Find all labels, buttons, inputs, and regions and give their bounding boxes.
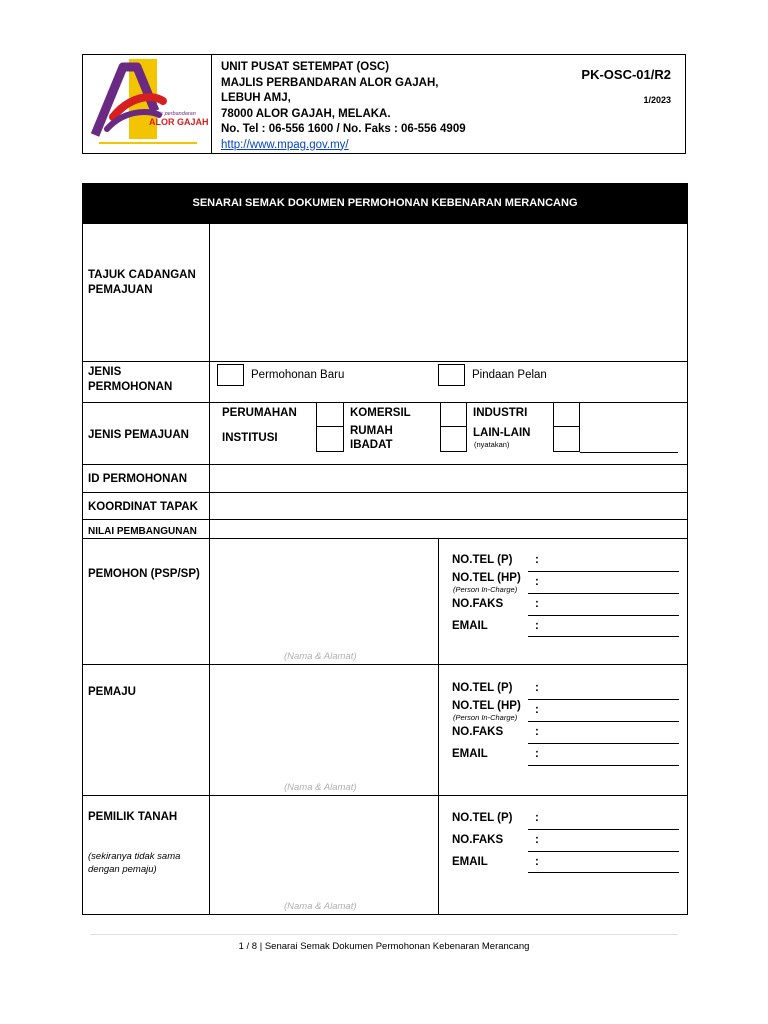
institusi-label: INSTITUSI	[222, 432, 278, 444]
pemilik-email-label: EMAIL	[452, 856, 488, 868]
permohonan-baru-label: Permohonan Baru	[251, 369, 345, 381]
pemohon-tel-p-label: NO.TEL (P)	[452, 554, 513, 566]
pemohon-email-input[interactable]	[528, 636, 679, 637]
logo-name: ALOR GAJAH	[149, 117, 209, 127]
document-header	[82, 54, 686, 154]
pemilik-tel-p-input[interactable]	[528, 829, 679, 830]
office-city: 78000 ALOR GAJAH, MELAKA.	[221, 107, 391, 120]
institusi-checkbox[interactable]	[316, 426, 344, 452]
logo-small-text: majlis perbandaran	[149, 111, 196, 117]
office-unit: UNIT PUSAT SETEMPAT (OSC)	[221, 61, 390, 73]
pemaju-faks-colon: :	[535, 726, 539, 738]
komersil-checkbox[interactable]	[440, 402, 467, 427]
id-permohonan-input[interactable]	[209, 464, 688, 493]
komersil-label: KOMERSIL	[350, 407, 411, 419]
pemohon-faks-label: NO.FAKS	[452, 598, 504, 610]
pemilik-name-address-input[interactable]	[209, 795, 439, 915]
perumahan-checkbox[interactable]	[316, 402, 344, 427]
pemilik-email-colon: :	[535, 856, 539, 868]
jenis-pemajuan-label: JENIS PEMAJUAN	[88, 429, 189, 441]
mpag-logo	[89, 59, 207, 149]
pemohon-faks-colon: :	[535, 598, 539, 610]
document-code: PK-OSC-01/R2	[581, 67, 671, 82]
office-address	[221, 60, 466, 153]
tajuk-input[interactable]	[209, 223, 688, 362]
pemaju-tel-hp-colon: :	[535, 704, 539, 716]
pemohon-nama-alamat-hint: (Nama & Alamat)	[284, 651, 357, 662]
pindaan-pelan-checkbox[interactable]	[438, 364, 465, 386]
pemohon-email-colon: :	[535, 620, 539, 632]
pemohon-tel-p-colon: :	[535, 554, 539, 566]
pemaju-tel-hp-input[interactable]	[528, 721, 679, 722]
pemaju-email-input[interactable]	[528, 765, 679, 766]
pemaju-tel-p-colon: :	[535, 682, 539, 694]
pemaju-nama-alamat-hint: (Nama & Alamat)	[284, 782, 357, 793]
permohonan-baru-checkbox[interactable]	[217, 364, 244, 386]
perumahan-label: PERUMAHAN	[222, 407, 297, 419]
page-footer: 1 / 8 | Senarai Semak Dokumen Permohonan Kebenaran Merancang	[238, 941, 530, 952]
lain-lain-checkbox[interactable]	[553, 426, 580, 452]
office-phone-fax: No. Tel : 06-556 1600 / No. Faks : 06-556 4909	[221, 123, 466, 135]
document-revision: 1/2023	[643, 95, 671, 105]
rumah-ibadat-checkbox[interactable]	[440, 426, 467, 452]
pemaju-faks-input[interactable]	[528, 743, 679, 744]
pemilik-tel-p-colon: :	[535, 812, 539, 824]
lain-lain-input-line[interactable]	[580, 452, 678, 453]
koordinat-label: KOORDINAT TAPAK	[88, 501, 198, 513]
pemohon-name-address-input[interactable]	[209, 538, 439, 665]
pemilik-faks-label: NO.FAKS	[452, 834, 504, 846]
pemohon-pic-note: (Person In-Charge)	[453, 585, 518, 594]
pemaju-name-address-input[interactable]	[209, 664, 439, 796]
jenis-permohonan-label: JENIS PERMOHONAN	[88, 366, 173, 393]
pindaan-pelan-label: Pindaan Pelan	[472, 369, 547, 381]
pemilik-email-input[interactable]	[528, 872, 679, 873]
pemaju-label: PEMAJU	[88, 686, 136, 698]
website-link[interactable]: http://www.mpag.gov.my/	[221, 138, 349, 151]
pemilik-note: (sekiranya tidak sama dengan pemaju)	[88, 851, 181, 875]
pemaju-faks-label: NO.FAKS	[452, 726, 504, 738]
office-council: MAJLIS PERBANDARAN ALOR GAJAH,	[221, 76, 439, 89]
pemohon-label: PEMOHON (PSP/SP)	[88, 568, 200, 580]
nyatakan-note: (nyatakan)	[474, 440, 510, 449]
pemilik-label: PEMILIK TANAH	[88, 811, 178, 823]
nilai-input[interactable]	[209, 519, 688, 539]
pemohon-tel-hp-label: NO.TEL (HP)	[452, 572, 521, 584]
pemaju-email-label: EMAIL	[452, 748, 488, 760]
lain-lain-label: LAIN-LAIN	[473, 427, 531, 439]
pemilik-faks-input[interactable]	[528, 851, 679, 852]
pemilik-tel-p-label: NO.TEL (P)	[452, 812, 513, 824]
pemohon-email-label: EMAIL	[452, 620, 488, 632]
pemaju-label-cell	[82, 664, 210, 796]
pemilik-nama-alamat-hint: (Nama & Alamat)	[284, 901, 357, 912]
tajuk-label: TAJUK CADANGAN PEMAJUAN	[88, 269, 196, 296]
industri-label: INDUSTRI	[473, 407, 528, 419]
footer-divider	[90, 934, 678, 935]
id-permohonan-label: ID PERMOHONAN	[88, 473, 188, 485]
form-title: SENARAI SEMAK DOKUMEN PERMOHONAN KEBENARAN MERANCANG	[82, 183, 688, 223]
header-divider	[211, 55, 212, 153]
koordinat-input[interactable]	[209, 492, 688, 520]
office-street: LEBUH AMJ,	[221, 92, 291, 104]
pemaju-pic-note: (Person In-Charge)	[453, 713, 518, 722]
pemohon-tel-hp-input[interactable]	[528, 593, 679, 594]
rumah-ibadat-label: RUMAH IBADAT	[350, 425, 393, 451]
pemaju-tel-p-input[interactable]	[528, 699, 679, 700]
pemaju-tel-hp-label: NO.TEL (HP)	[452, 700, 521, 712]
pemilik-faks-colon: :	[535, 834, 539, 846]
pemohon-faks-input[interactable]	[528, 615, 679, 616]
pemaju-email-colon: :	[535, 748, 539, 760]
nilai-label: NILAI PEMBANGUNAN	[88, 526, 197, 537]
pemohon-tel-hp-colon: :	[535, 576, 539, 588]
industri-checkbox[interactable]	[553, 402, 580, 427]
pemaju-tel-p-label: NO.TEL (P)	[452, 682, 513, 694]
pemohon-tel-p-input[interactable]	[528, 571, 679, 572]
pemohon-label-cell	[82, 538, 210, 665]
